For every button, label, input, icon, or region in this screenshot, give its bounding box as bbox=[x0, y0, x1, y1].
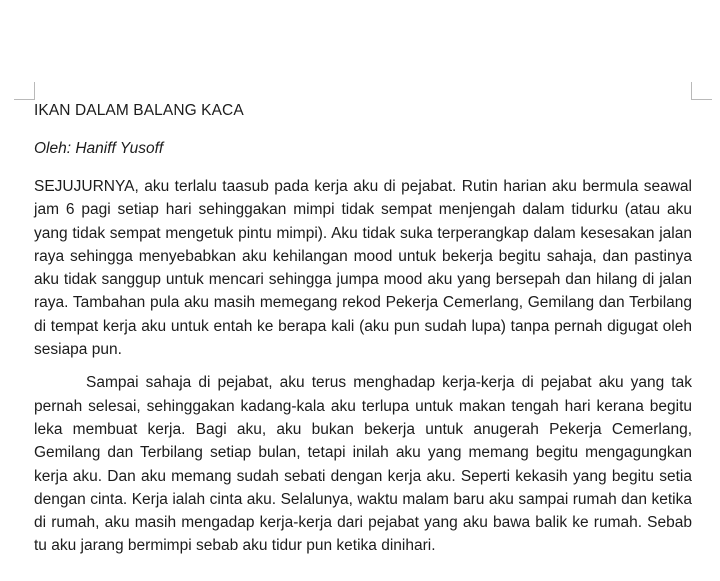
document-body[interactable] bbox=[34, 100, 692, 558]
margin-corner-marker-right bbox=[691, 82, 712, 100]
paragraph: SEJUJURNYA, aku terlalu taasub pada kerja aku di pejabat. Rutin harian aku bermula seawal jam 6 pagi setiap hari sehinggakan mimpi tidak sempat menjengah dalam tidurku (atau aku yang tidak sempat mengetuk pintu mimpi). Aku tidak suka terperangkap dalam kesesakan jalan raya sehingga menyebabkan aku kehilangan mood untuk bekerja begitu sahaja, dan pastinya aku tidak sanggup untuk mencari sehingga jumpa mood aku yang bersepah dan hilang di jalan raya. Tambahan pula aku masih memegang rekod Pekerja Cemerlang, Gemilang dan Terbilang di tempat kerja aku untuk entah ke berapa kali (aku pun sudah lupa) tanpa pernah digugat oleh sesiapa pun. bbox=[34, 178, 692, 359]
document-title: IKAN DALAM BALANG KACA bbox=[34, 102, 244, 119]
paragraph: Sampai sahaja di pejabat, aku terus menghadap kerja-kerja di pejabat aku yang tak pernah selesai, sehinggakan kadang-kala aku terlupa untuk makan tengah hari kerana begitu leka membuat kerja. Bagi aku, aku bukan bekerja untuk anugerah Pekerja Cemerlang, Gemilang dan Terbilang setiap bulan, tetapi inilah aku yang memang begitu mengagungkan kerja aku. Dan aku memang sudah sebati dengan kerja aku. Seperti kekasih yang begitu setia dengan cinta. Kerja ialah cinta aku. Selalunya, waktu malam baru aku sampai rumah dan ketika di rumah, aku masih mengadap kerja-kerja dari pejabat yang aku bawa balik ke rumah. Sebab tu aku jarang bermimpi sebab aku tidur pun ketika dinihari. bbox=[34, 374, 692, 555]
document-author: Oleh: Haniff Yusoff bbox=[34, 140, 164, 157]
margin-corner-marker-left bbox=[14, 82, 35, 100]
